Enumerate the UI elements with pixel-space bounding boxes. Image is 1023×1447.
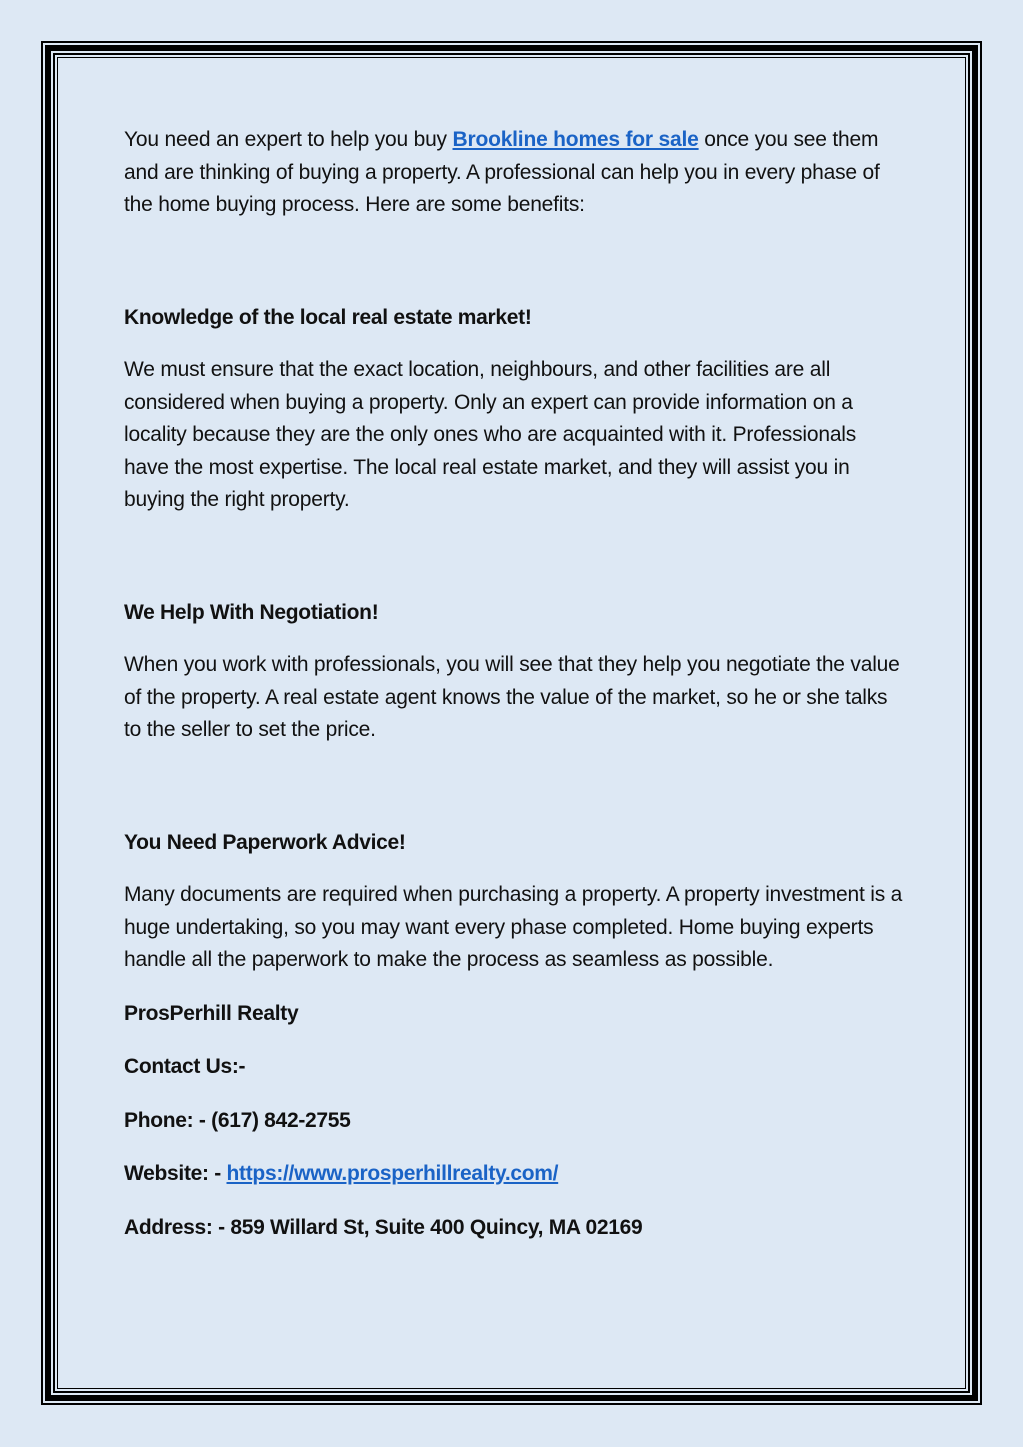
address-line: Address: - 859 Willard St, Suite 400 Quincy, MA 02169 bbox=[124, 1215, 643, 1239]
website-label: Website: - bbox=[124, 1162, 227, 1185]
contact-label: Contact Us:- bbox=[124, 1055, 246, 1078]
document-content bbox=[124, 124, 904, 1244]
brookline-homes-link[interactable]: Brookline homes for sale bbox=[452, 128, 699, 151]
section-heading-negotiation: We Help With Negotiation! bbox=[124, 600, 379, 624]
intro-text-before: You need an expert to help you buy bbox=[124, 128, 453, 151]
intro-paragraph bbox=[124, 124, 904, 222]
section-body-paperwork: Many documents are required when purchasing a property. A property investment is a huge undertaking, so you may want every phase completed. Home buying experts handle all the paperwork to make the process as seamless as possible. bbox=[124, 883, 903, 971]
website-link[interactable]: https://www.prosperhillrealty.com/ bbox=[226, 1162, 559, 1185]
phone-line: Phone: - (617) 842-2755 bbox=[124, 1108, 351, 1132]
intro-text-after: once you see them and are thinking of buying a property. A professional can help you in every phase of the home buying process. Here are some benefits: bbox=[124, 128, 880, 216]
section-body-negotiation: When you work with professionals, you will see that they help you negotiate the value of the property. A real estate agent knows the value of the market, so he or she talks to the seller to set the price. bbox=[124, 653, 900, 741]
company-name: ProsPerhill Realty bbox=[124, 1001, 299, 1025]
website-line bbox=[124, 1158, 904, 1191]
section-heading-paperwork: You Need Paperwork Advice! bbox=[124, 830, 406, 854]
section-body-local-market: We must ensure that the exact location, neighbours, and other facilities are all considered when buying a property. Only an expert can provide information on a locality because they are the only ones who are acquainted with it. Professionals have the most expertise. The local real estate market, and they will assist you in buying the right property. bbox=[124, 358, 857, 511]
section-heading-local-market: Knowledge of the local real estate market! bbox=[124, 305, 532, 329]
